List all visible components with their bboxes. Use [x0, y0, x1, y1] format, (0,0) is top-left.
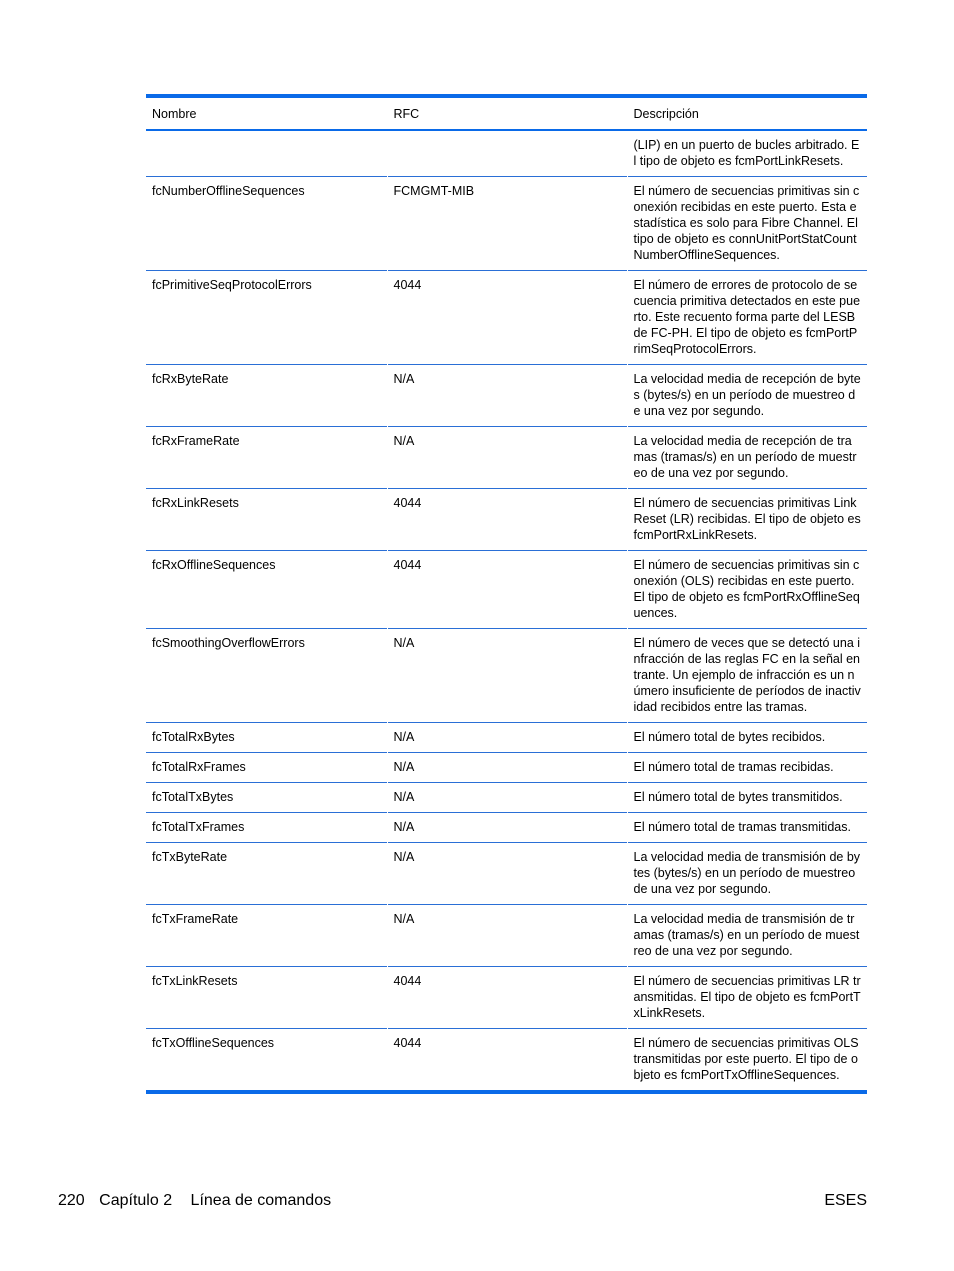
cell-rfc: 4044	[387, 489, 627, 551]
page-footer	[58, 1191, 867, 1211]
cell-name: fcRxOfflineSequences	[152, 558, 276, 572]
column-header-rfc: RFC	[387, 96, 627, 130]
table-row	[146, 905, 867, 967]
parameters-table	[146, 94, 867, 1094]
table-row	[146, 783, 867, 813]
cell-rfc: 4044	[387, 967, 627, 1029]
table-row	[146, 723, 867, 753]
cell-name: fcPrimitiveSeqProtocolErrors	[152, 278, 312, 292]
cell-rfc: N/A	[387, 753, 627, 783]
column-header-description: Descripción	[627, 96, 867, 130]
table-row	[146, 967, 867, 1029]
table-row	[146, 1029, 867, 1093]
table-row	[146, 177, 867, 271]
cell-name: fcTxFrameRate	[152, 912, 239, 926]
cell-description: (LIP) en un puerto de bucles arbitrado. El tipo de objeto es fcmPortLinkResets.	[627, 130, 867, 177]
cell-name: fcTotalRxFrames	[152, 760, 246, 774]
cell-name: fcNumberOfflineSequences	[152, 184, 305, 198]
cell-name: fcTotalTxBytes	[152, 790, 234, 804]
cell-name: fcTxOfflineSequences	[152, 1036, 275, 1050]
table-row	[146, 130, 867, 177]
cell-rfc: N/A	[387, 813, 627, 843]
cell-name: fcTxLinkResets	[152, 974, 238, 988]
cell-description: El número de veces que se detectó una infracción de las reglas FC en la señal entrante. Un ejemplo de infracción es un número insuficiente de períodos de inactividad recibidos entre las tramas.	[627, 629, 867, 723]
cell-description: La velocidad media de recepción de bytes (bytes/s) en un período de muestreo de una vez por segundo.	[627, 365, 867, 427]
cell-description: El número total de bytes transmitidos.	[627, 783, 867, 813]
cell-rfc: N/A	[387, 843, 627, 905]
cell-rfc: FCMGMT-MIB	[387, 177, 627, 271]
cell-description: El número total de tramas transmitidas.	[627, 813, 867, 843]
cell-name: fcSmoothingOverflowErrors	[152, 636, 305, 650]
table-row	[146, 813, 867, 843]
cell-rfc	[387, 130, 627, 177]
cell-description: El número de secuencias primitivas LR transmitidas. El tipo de objeto es fcmPortTxLinkResets.	[627, 967, 867, 1029]
page-number: 220	[58, 1192, 85, 1209]
cell-rfc: N/A	[387, 905, 627, 967]
language-code: ESES	[824, 1192, 867, 1209]
cell-rfc: 4044	[387, 1029, 627, 1093]
cell-rfc: N/A	[387, 629, 627, 723]
table-body	[146, 130, 867, 1092]
cell-rfc: 4044	[387, 551, 627, 629]
cell-description: El número de errores de protocolo de secuencia primitiva detectados en este puerto. Este recuento forma parte del LESB de FC-PH. El tipo de objeto es fcmPortPrimSeqProtocolErrors.	[627, 271, 867, 365]
parameters-table-container	[146, 94, 867, 1094]
cell-description: El número de secuencias primitivas OLS transmitidas por este puerto. El tipo de objeto es fcmPortTxOfflineSequences.	[627, 1029, 867, 1093]
cell-name: fcTotalTxFrames	[152, 820, 245, 834]
cell-description: El número total de bytes recibidos.	[627, 723, 867, 753]
cell-rfc: N/A	[387, 783, 627, 813]
cell-name: fcTotalRxBytes	[152, 730, 235, 744]
table-row	[146, 551, 867, 629]
cell-description: La velocidad media de transmisión de bytes (bytes/s) en un período de muestreo de una vez por segundo.	[627, 843, 867, 905]
table-row	[146, 629, 867, 723]
cell-rfc: N/A	[387, 427, 627, 489]
cell-rfc: 4044	[387, 271, 627, 365]
cell-description: El número de secuencias primitivas sin conexión recibidas en este puerto. Esta estadística es solo para Fibre Channel. El tipo de objeto es connUnitPortStatCountNumberOfflineSequences.	[627, 177, 867, 271]
table-row	[146, 843, 867, 905]
cell-name: fcRxByteRate	[152, 372, 229, 386]
cell-name: fcTxByteRate	[152, 850, 228, 864]
cell-rfc: N/A	[387, 365, 627, 427]
table-row	[146, 753, 867, 783]
chapter-title: Línea de comandos	[190, 1192, 332, 1209]
cell-name: fcRxFrameRate	[152, 434, 240, 448]
table-header-row	[146, 96, 867, 130]
table-row	[146, 489, 867, 551]
column-header-name: Nombre	[152, 107, 197, 121]
cell-description: La velocidad media de recepción de tramas (tramas/s) en un período de muestreo de una vez por segundo.	[627, 427, 867, 489]
table-row	[146, 427, 867, 489]
cell-description: La velocidad media de transmisión de tramas (tramas/s) en un período de muestreo de una vez por segundo.	[627, 905, 867, 967]
chapter-label: Capítulo 2	[99, 1192, 173, 1209]
table-row	[146, 271, 867, 365]
cell-description: El número total de tramas recibidas.	[627, 753, 867, 783]
table-row	[146, 365, 867, 427]
cell-name	[146, 130, 387, 177]
cell-description: El número de secuencias primitivas sin conexión (OLS) recibidas en este puerto. El tipo de objeto es fcmPortRxOfflineSequences.	[627, 551, 867, 629]
cell-name: fcRxLinkResets	[152, 496, 239, 510]
cell-rfc: N/A	[387, 723, 627, 753]
cell-description: El número de secuencias primitivas Link Reset (LR) recibidas. El tipo de objeto es fcmPortRxLinkResets.	[627, 489, 867, 551]
